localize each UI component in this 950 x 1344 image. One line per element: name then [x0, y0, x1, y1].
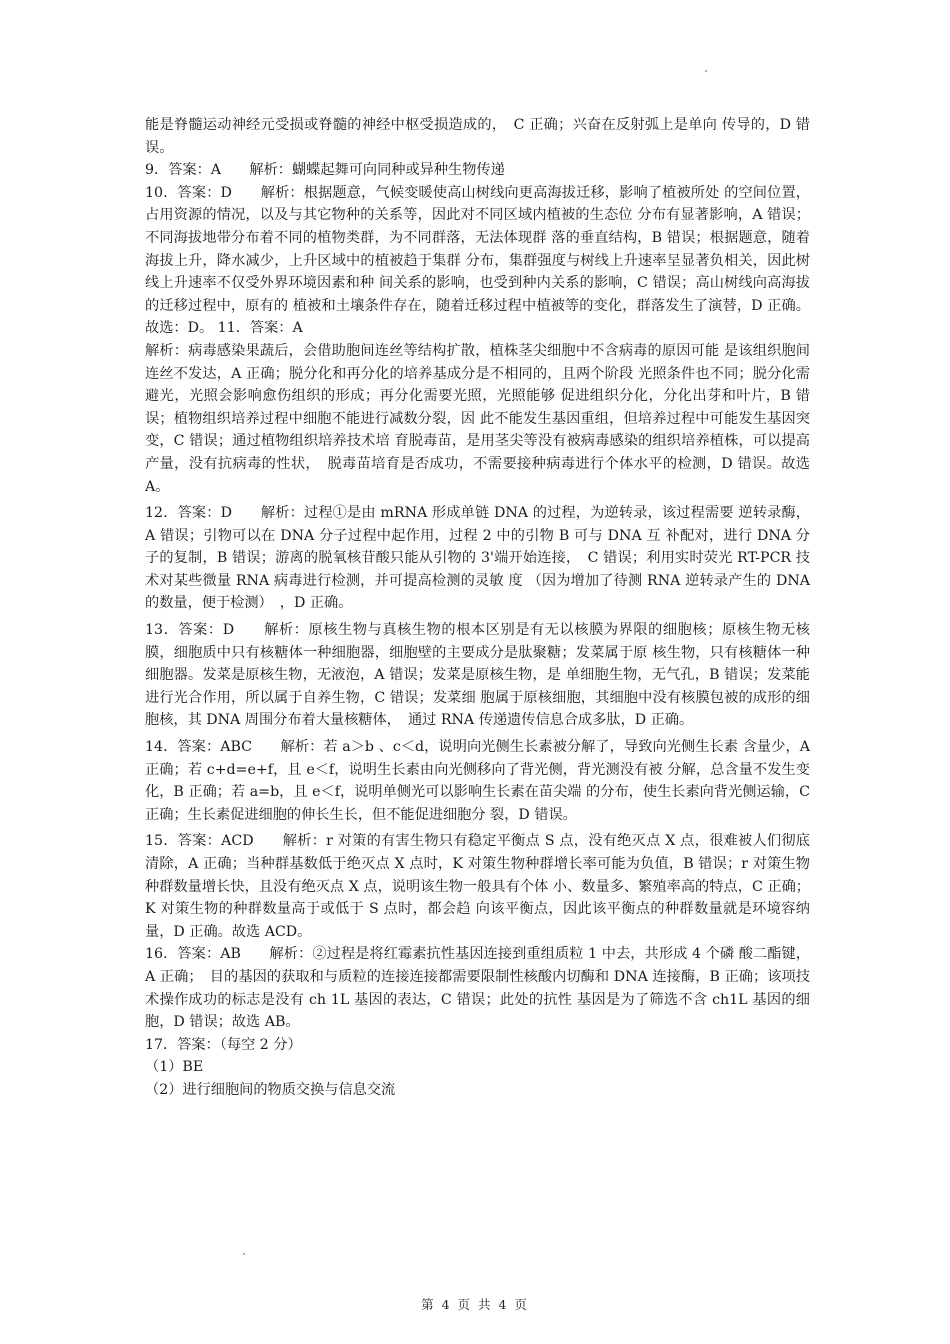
paragraph-answer-9: 9．答案：A 解析：蝴蝶起舞可向同种或异种生物传递 — [145, 162, 505, 179]
answer-text-body — [145, 114, 815, 1102]
bottom-left-mark — [243, 1253, 245, 1255]
top-right-mark — [705, 70, 707, 72]
paragraph-answer-17-2: （2）进行细胞间的物质交换与信息交流 — [145, 1081, 396, 1098]
paragraph-analysis-11: 解析：病毒感染果蔬后，会借助胞间连丝等结构扩散，植株茎尖细胞中不含病毒的原因可能 是该组织胞间连丝不发达，A 正确；脱分化和再分化的培养基成分是不相同的，且两个阶段 光照条件也不同；脱分化需避光，光照会影响愈伤组织的形成；再分化需要光照，光照能够 促进组织分化，分化出芽和叶片，B 错误；植物组织培养过程中细胞不能进行减数分裂，因 此不能发生基因重组，但培养过程中可能发生基因突变，C 错误；通过植物组织培养技术培 育脱毒苗，是用茎尖等没有被病毒感染的组织培养植株，可以提高产量，没有抗病毒的性状， 脱毒苗培育是否成功，不需要接种病毒进行个体水平的检测，D 错误。故选 A。 — [145, 342, 815, 495]
paragraph-answer-12: 12．答案：D 解析：过程①是由 mRNA 形成单链 DNA 的过程，为逆转录，该过程需要 逆转录酶，A 错误；引物可以在 DNA 分子过程中起作用，过程 2 中的引物 B 可与 DNA 互 补配对，进行 DNA 分子的复制，B 错误；游离的脱氧核苷酸只能从引物的 3'端开始连接， C 错误；利用实时荧光 RT-PCR 技术对某些微量 RNA 病毒进行检测，并可提高检测的灵敏 度 （因为增加了待测 RNA 逆转录产生的 DNA 的数量，便于检测） ，D 正确。 — [145, 505, 815, 612]
paragraph-answer-16: 16．答案：AB 解析：②过程是将红霉素抗性基因连接到重组质粒 1 中去，共形成 4 个磷 酸二酯键，A 正确； 目的基因的获取和与质粒的连接连接都需要限制性核酸内切酶和 DNA 连接酶，B 正确；该项技术操作成功的标志是没有 ch 1L 基因的表达，C 错误；此处的抗性 基因是为了筛选不含 ch1L 基因的细胞，D 错误；故选 AB。 — [145, 946, 810, 1031]
paragraph-answer-14: 14．答案：ABC 解析：若 a＞b 、c＜d，说明向光侧生长素被分解了，导致向光侧生长素 含量少，A 正确；若 c+d=e+f，且 e＜f，说明生长素由向光侧移向了背光侧，背光测没有被 分解，总含量不发生变化，B 正确；若 a=b，且 e＜f，说明单侧光可以影响生长素在苗尖端 的分布，使生长素向背光侧运输，C 正确；生长素促进细胞的伸长生长，但不能促进细胞分 裂，D 错误。 — [145, 739, 815, 823]
page-footer: 第 4 页 共 4 页 — [421, 1297, 529, 1312]
paragraph-answer-15: 15．答案：ACD 解析：r 对策的有害生物只有稳定平衡点 S 点，没有绝灭点 X 点，很难被人们彻底清除，A 正确；当种群基数低于绝灭点 X 点时，K 对策生物种群增长率可能为负值，B 错误；r 对策生物种群数量增长快，且没有绝灭点 X 点，说明该生物一般具有个体 小、数量多、繁殖率高的特点，C 正确；K 对策生物的种群数量高于或低于 S 点时，都会趋 向该平衡点，因此该平衡点的种群数量就是环境容纳量，D 正确。故选 ACD。 — [145, 833, 810, 940]
paragraph-continuation-8: 能是脊髓运动神经元受损或脊髓的神经中枢受损造成的， C 正确；兴奋在反射弧上是单向 传导的，D 错误。 — [145, 117, 810, 156]
paragraph-answer-17: 17．答案：（每空 2 分） — [145, 1036, 302, 1053]
paragraph-answer-10-11: 10．答案：D 解析：根据题意，气候变暖使高山树线向更高海拔迁移，影响了植被所处 的空间位置，占用资源的情况，以及与其它物种的关系等，因此对不同区域内植被的生态位 分布有显著影响，A 错误；不同海拔地带分布着不同的植物类群，为不同群落，无法体现群 落的垂直结构，B 错误；根据题意，随着海拔上升，降水减少，上升区域中的植被趋于集群 分布，集群强度与树线上升速率呈显著负相关，因此树线上升速率不仅受外界环境因素和种 间关系的影响，也受到种内关系的影响，C 错误；高山树线向高海拔的迁移过程中，原有的 植被和土壤条件存在，随着迁移过程中植被等的变化，群落发生了演替，D 正确。故选：D。 11．答案：A — [145, 184, 810, 337]
paragraph-answer-17-1: （1）BE — [145, 1059, 204, 1076]
paragraph-answer-13: 13．答案：D 解析：原核生物与真核生物的根本区别是有无以核膜为界限的细胞核；原核生物无核膜，细胞质中只有核糖体一种细胞器，细胞壁的主要成分是肽聚糖；发菜属于原 核生物，只有核糖体一种细胞器。发菜是原核生物，无液泡，A 错误；发菜是原核生物，是 单细胞生物，无气孔，B 错误；发菜能进行光合作用，所以属于自养生物，C 错误；发菜细 胞属于原核细胞，其细胞中没有核膜包被的成形的细胞核，其 DNA 周围分布着大量核糖体， 通过 RNA 传递遗传信息合成多肽，D 正确。 — [145, 622, 810, 729]
